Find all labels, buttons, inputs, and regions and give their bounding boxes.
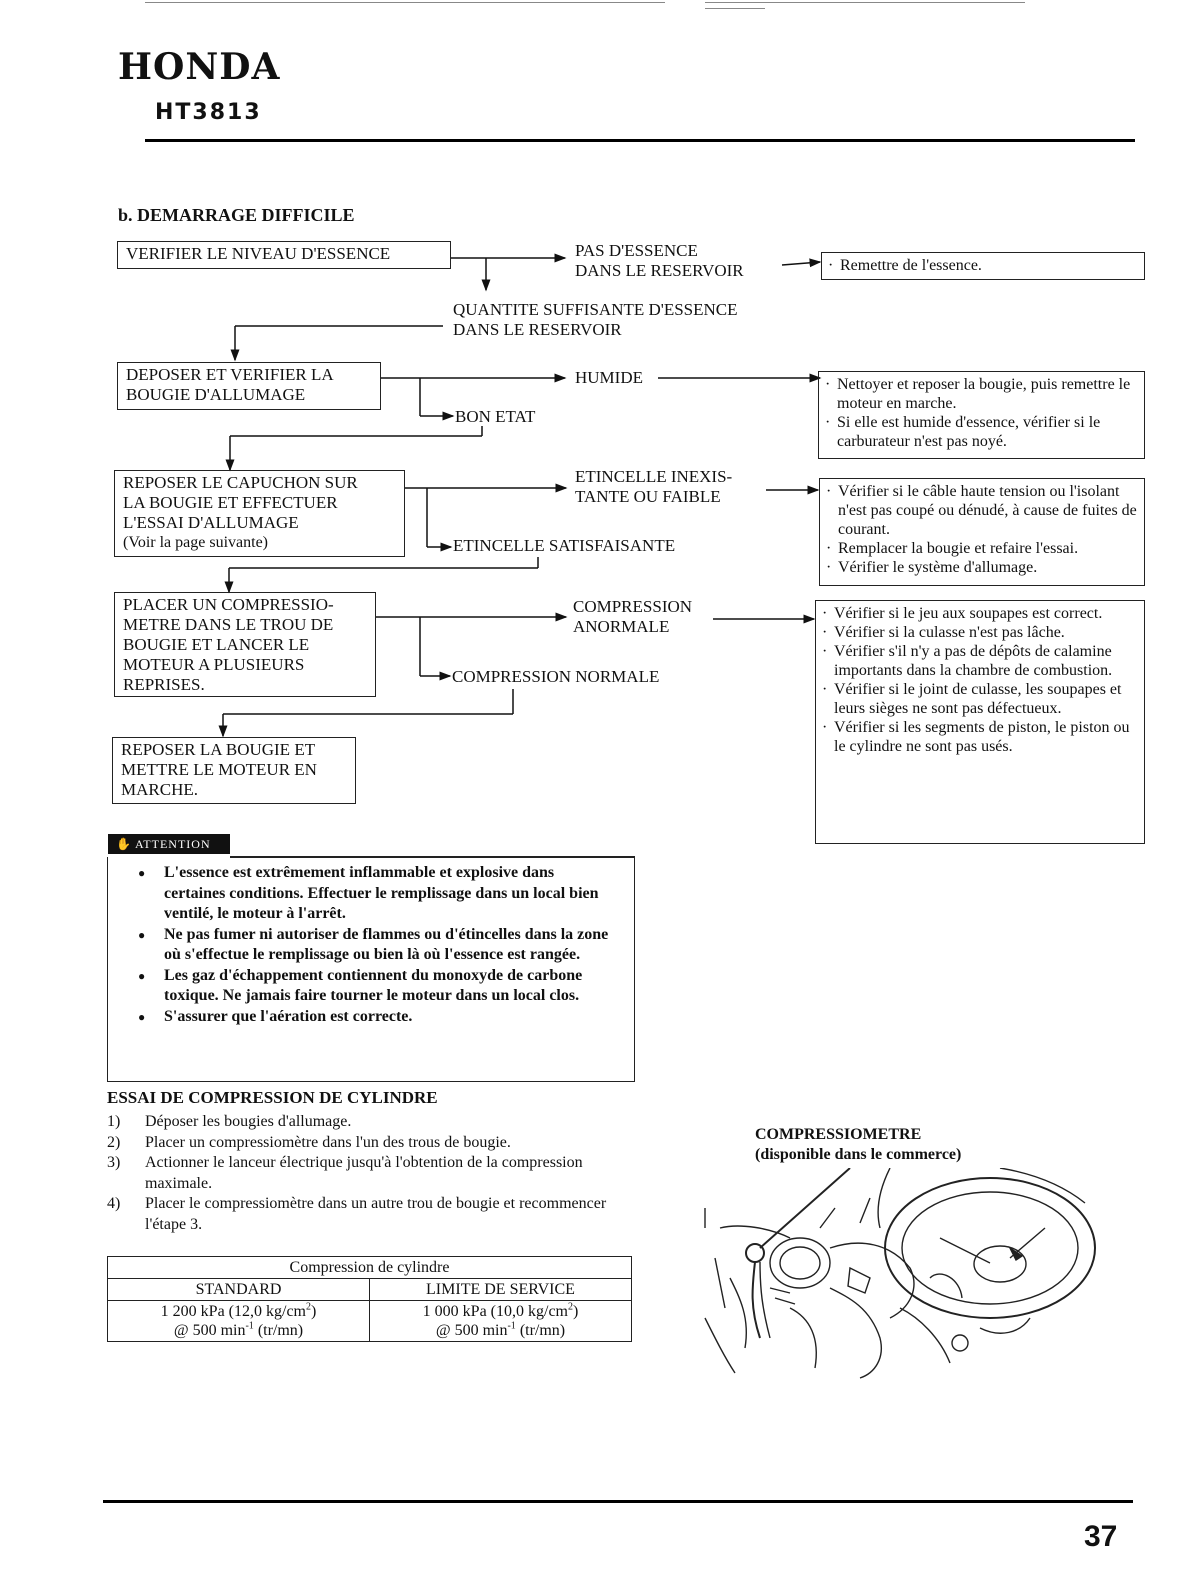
step-text: Placer un compressiomètre dans l'un des trous de bougie. (145, 1133, 511, 1151)
compression-test-title: ESSAI DE COMPRESSION DE CYLINDRE (107, 1088, 438, 1107)
step-number: 2) (107, 1133, 121, 1151)
label-line: PAS D'ESSENCE (575, 241, 698, 260)
flow-step-line: MOTEUR A PLUSIEURS (123, 655, 305, 674)
procedure-step (107, 1194, 647, 1235)
flow-step-restart-engine (112, 737, 356, 804)
figure-caption (755, 1125, 961, 1165)
table-caption-row (108, 1257, 632, 1279)
remedy-item: · Vérifier si la culasse n'est pas lâche. (834, 623, 1138, 642)
warning-tag (108, 834, 230, 854)
label-line: QUANTITE SUFFISANTE D'ESSENCE (453, 300, 738, 319)
step-number: 4) (107, 1195, 121, 1212)
flow-step-line: MARCHE. (121, 780, 198, 799)
brand-logo: HONDA (118, 46, 281, 88)
remedy-box-ignition (819, 478, 1145, 586)
step-number: 1) (107, 1113, 121, 1130)
flow-step-line: METTRE LE MOTEUR EN (121, 760, 317, 779)
remedy-item: · Remettre de l'essence. (840, 256, 1138, 275)
value-text: (tr/mn) (253, 1322, 304, 1339)
table-row (108, 1301, 632, 1342)
remedy-item: · Vérifier si le câble haute tension ou l'isolant n'est pas coupé ou dénudé, à cause de fuites de courant. (838, 482, 1138, 539)
table-cell-service-limit (370, 1301, 632, 1342)
flow-step-line: DEPOSER ET VERIFIER LA (126, 365, 334, 384)
flow-step-line: BOUGIE ET LANCER LE (123, 635, 310, 654)
warning-box (107, 857, 635, 1082)
flow-step-line: REPOSER LA BOUGIE ET (121, 740, 316, 759)
compression-gauge-illustration (700, 1168, 1100, 1398)
remedy-item: · Vérifier si le jeu aux soupapes est correct. (834, 604, 1138, 623)
remedy-box-fuel (821, 252, 1145, 280)
value-text: (tr/mn) (515, 1322, 566, 1339)
label-wet: HUMIDE (575, 368, 643, 387)
section-title: b. DEMARRAGE DIFFICILE (118, 205, 355, 225)
figure-subtitle: (disponible dans le commerce) (755, 1146, 962, 1163)
hand-warning-icon: ✋ (116, 837, 131, 851)
remedy-item: · Remplacer la bougie et refaire l'essai. (838, 539, 1138, 558)
remedy-item: · Vérifier si le joint de culasse, les soupapes et leurs sièges ne sont pas défectueux. (834, 680, 1138, 718)
remedy-item: · Si elle est humide d'essence, vérifier si le carburateur n'est pas noyé. (837, 413, 1138, 451)
flow-step-check-fuel (117, 241, 451, 269)
remedy-box-spark-plug (818, 371, 1145, 459)
label-good-condition: BON ETAT (455, 407, 536, 426)
flow-step-check-spark-plug (117, 362, 381, 410)
value-text: @ 500 min (435, 1322, 508, 1339)
label-spark-ok: ETINCELLE SATISFAISANTE (453, 536, 676, 555)
label-line: TANTE OU FAIBLE (575, 487, 721, 506)
step-number: 3) (107, 1154, 121, 1171)
warning-list (138, 863, 616, 1027)
warning-item: ● L'essence est extrêmement inflammable et explosive dans certaines conditions. Effectuer le remplissage dans un local bien ventilé, le moteur à l'arrêt. (138, 863, 616, 925)
step-text: Actionner le lanceur électrique jusqu'à l'obtention de la compression maximale. (145, 1154, 583, 1192)
remedy-item: · Nettoyer et reposer la bougie, puis remettre le moteur en marche. (837, 375, 1138, 413)
flow-step-compression-gauge (114, 592, 376, 697)
superscript: -1 (507, 1320, 516, 1332)
superscript: 2 (568, 1301, 573, 1313)
value-text: @ 500 min (173, 1322, 246, 1339)
page-number: 37 (1084, 1520, 1118, 1553)
label-line: ETINCELLE INEXIS- (575, 467, 733, 486)
flow-step-line: METRE DANS LE TROU DE (123, 615, 334, 634)
table-caption: Compression de cylindre (108, 1257, 632, 1279)
step-text: Déposer les bougies d'allumage. (145, 1113, 352, 1130)
label-line: ANORMALE (573, 617, 670, 636)
label-compression-ok: COMPRESSION NORMALE (452, 667, 660, 686)
warning-item: ● Ne pas fumer ni autoriser de flammes ou d'étincelles dans la zone où s'effectue le remplissage ou bien là où l'essence est rangée. (138, 925, 616, 966)
label-compression-bad (573, 597, 692, 637)
value-text: ) (573, 1303, 579, 1320)
compression-spec-table (107, 1256, 632, 1342)
value-text: ) (311, 1303, 317, 1320)
table-header-standard: STANDARD (108, 1279, 370, 1301)
value-text: 1 000 kPa (10,0 kg/cm (422, 1303, 568, 1320)
flow-step-line: REPRISES. (123, 675, 205, 694)
flow-step-line: REPOSER LE CAPUCHON SUR (123, 473, 358, 492)
compression-test-steps (107, 1112, 647, 1235)
remedy-item: · Vérifier s'il n'y a pas de dépôts de calamine importants dans la chambre de combustion. (834, 642, 1138, 680)
remedy-box-compression (815, 600, 1145, 844)
table-header-service-limit: LIMITE DE SERVICE (370, 1279, 632, 1301)
label-no-fuel (575, 241, 744, 281)
label-spark-bad (575, 467, 732, 507)
label-line: COMPRESSION (573, 597, 693, 616)
procedure-step (107, 1153, 647, 1194)
flow-step-spark-test (114, 470, 405, 557)
label-line: DANS LE RESERVOIR (575, 261, 744, 280)
step-text: Placer le compressiomètre dans un autre trou de bougie et recommencer l'étape 3. (145, 1195, 607, 1233)
flow-step-line: PLACER UN COMPRESSIO- (123, 595, 334, 614)
table-cell-standard (108, 1301, 370, 1342)
warning-tag-label: ATTENTION (134, 837, 211, 851)
flow-step-line: VERIFIER LE NIVEAU D'ESSENCE (126, 244, 391, 263)
flow-step-line: BOUGIE D'ALLUMAGE (126, 385, 306, 404)
value-text: 1 200 kPa (12,0 kg/cm (160, 1303, 306, 1320)
flow-step-line: (Voir la page suivante) (123, 534, 268, 551)
remedy-item: · Vérifier si les segments de piston, le piston ou le cylindre ne sont pas usés. (834, 718, 1138, 756)
superscript: -1 (245, 1320, 254, 1332)
label-line: DANS LE RESERVOIR (453, 320, 622, 339)
remedy-item: · Vérifier le système d'allumage. (838, 558, 1138, 577)
footer-rule (103, 1500, 1133, 1503)
table-header-row (108, 1279, 632, 1301)
figure-title: COMPRESSIOMETRE (755, 1126, 922, 1143)
label-enough-fuel (453, 300, 738, 340)
superscript: 2 (306, 1301, 311, 1313)
warning-item-continued (138, 1007, 616, 1028)
procedure-step (107, 1112, 647, 1133)
model-number: HT3813 (155, 100, 262, 125)
flow-step-line: L'ESSAI D'ALLUMAGE (123, 513, 299, 532)
flow-step-line: LA BOUGIE ET EFFECTUER (123, 493, 338, 512)
warning-last-line: S'assurer que l'aération est correcte. (164, 1007, 413, 1025)
warning-item: ● Les gaz d'échappement contiennent du monoxyde de carbone toxique. Ne jamais faire tourner le moteur dans un local clos. (138, 966, 616, 1007)
procedure-step (107, 1133, 647, 1154)
